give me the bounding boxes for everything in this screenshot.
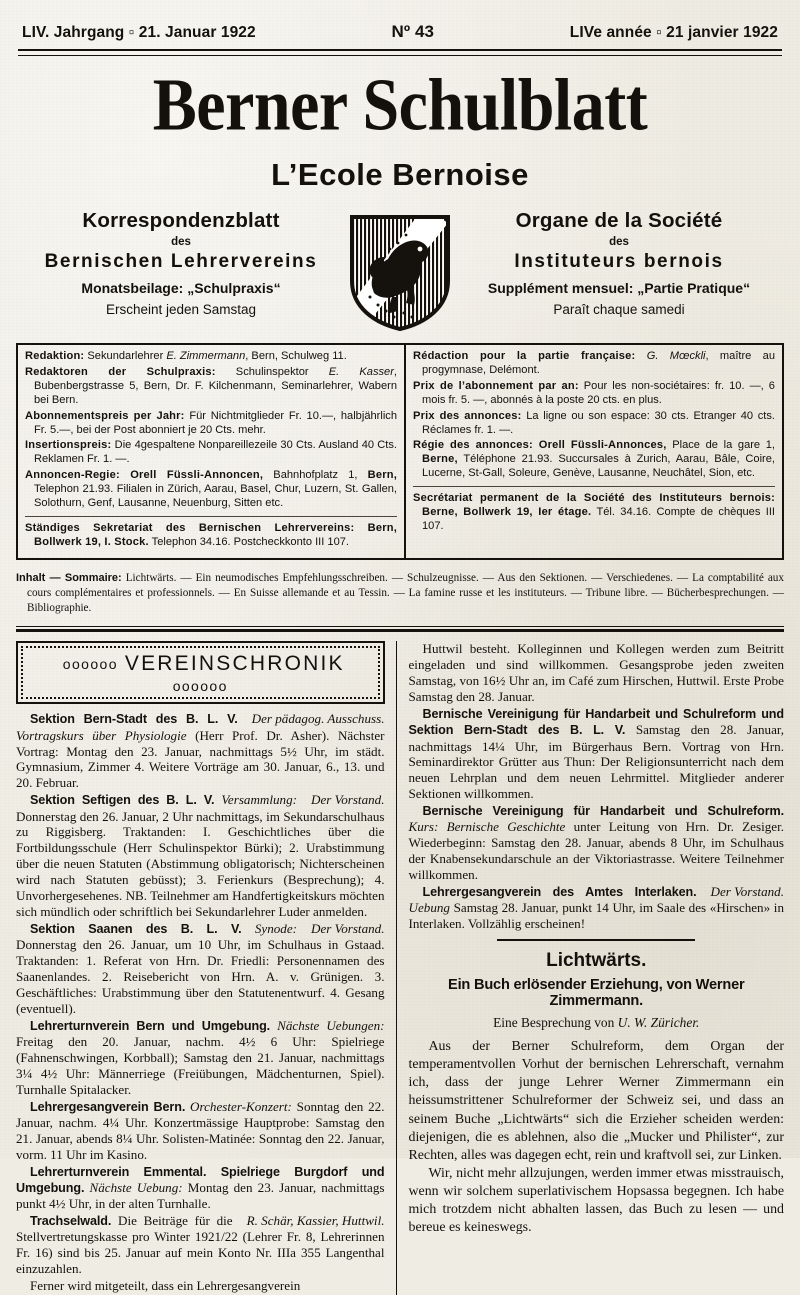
- article-rule: [497, 939, 695, 941]
- imprint-entry-rest: Telephon 21.93. Filialen in Zürich, Aarau, Basel, Chur, Luzern, St. Gallen, Solothurn, Genf, Lausanne, Neuenburg, Sitten etc.: [34, 483, 397, 510]
- chronicle-entry-subject: Uebung: [408, 900, 450, 916]
- imprint-secretariat-german-text: Telephon 34.16. Postcheckkonto III 107.: [148, 536, 350, 549]
- imprint-entry-de-4: [25, 469, 397, 511]
- masthead-french-line1: Organe de la Société: [515, 208, 723, 232]
- masthead-german-line4: Monatsbeilage: „Schulpraxis“: [81, 279, 281, 296]
- chronicle-entry-right-1: [409, 706, 785, 802]
- chronicle-entry-lead: Sektion Saanen des B. L. V.: [30, 921, 242, 936]
- imprint-entry-name: E. Zimmermann: [166, 349, 246, 362]
- chronicle-entry-left-4: [16, 1099, 385, 1163]
- imprint-entry-rest: , maître au progymnase, Delémont.: [422, 349, 776, 376]
- imprint-secretariat-german: [25, 522, 397, 550]
- chronicle-entry-body: Ferner wird mitgeteilt, dass ein Lehrergesangverein: [30, 1278, 301, 1294]
- masthead-columns: [16, 209, 784, 331]
- imprint-divider-german: [25, 516, 397, 517]
- chronicle-entry-signature: Der Vorstand.: [311, 792, 385, 808]
- imprint-entry-label: Prix des annonces:: [413, 409, 522, 422]
- issue-date-french: LIVe année ▫ 21 janvier 1922: [569, 24, 778, 41]
- imprint-entry-label: Régie des annonces: Orell Füssli-Annonces,: [413, 439, 667, 452]
- article-byline-pre: Eine Besprechung von: [493, 1015, 618, 1031]
- imprint-entry-fr-1: [413, 380, 775, 408]
- masthead-divider-rule: [18, 49, 782, 56]
- imprint-entry-text: Place de la gare 1,: [666, 439, 776, 452]
- page-subtitle: L’Ecole Bernoise: [271, 156, 529, 192]
- chronicle-entry-body: Samstag 28. Januar, punkt 14 Uhr, im Saale des «Hirschen» in Interlaken. Vollzählig erscheinen!: [408, 900, 784, 932]
- chronicle-entry-subject: Nächste Uebungen:: [270, 1017, 385, 1033]
- imprint-french: [406, 345, 782, 559]
- chronicle-entry-left-1: [16, 792, 385, 920]
- chronicle-entry-signature: R. Schär, Kassier, Huttwil.: [246, 1213, 385, 1229]
- imprint-entry-de-2: [25, 410, 397, 438]
- masthead-german-line1: Korrespondenzblatt: [82, 208, 280, 232]
- bern-coat-of-arms-icon: [348, 213, 452, 331]
- chronicle-entry-body: Huttwil besteht. Kolleginnen und Kollegen werden zum Beitritt eingeladen und sind willkommen. Gesangsprobe jeden zweiten Samstag, von 16½ Uhr an, im Café zum Hirschen, Huttwil. Erste Probe Samstag den 28. Januar.: [408, 641, 784, 705]
- chronicle-entry-left-3: [16, 1018, 385, 1098]
- chronicle-entry-body: (Herr Prof. Dr. Asher). Nächster Vortrag: Montag den 23. Januar, nachmittags 5½ Uhr, im städt. Gymnasium, Zimmer 4. Weitere Vorträge am 30. Januar, 6., 13. und 20. Februar.: [16, 727, 385, 791]
- issue-number: Nº 43: [391, 22, 435, 41]
- imprint-entry-name: E. Kasser: [328, 365, 394, 378]
- contents-band: [16, 571, 784, 632]
- chronicle-entry-left-0: [16, 711, 385, 791]
- imprint-entry-label: Prix de l’abonnement par an:: [413, 379, 579, 392]
- imprint-entry-text: Pour les non-sociétaires: fr. 10. —, 6 mois fr. 5. —, abonnés à la poste 20 cts. en plus.: [422, 379, 775, 406]
- imprint-entry-de-0: [25, 350, 397, 364]
- vereinschronik-header-inner: [21, 646, 380, 699]
- chronicle-entry-lead: Sektion Bern-Stadt des B. L. V.: [30, 712, 238, 727]
- chronicle-entry-right-0: [409, 641, 785, 705]
- chronicle-entry-left-7: [16, 1278, 385, 1294]
- imprint-entry-text: [635, 350, 646, 362]
- imprint-entry-fr-0: [413, 350, 775, 378]
- chronicle-entry-signature: Der Vorstand.: [311, 920, 385, 936]
- chronicle-entry-lead: Lehrergesangverein des Amtes Interlaken.: [422, 885, 697, 900]
- masthead-french: [454, 209, 784, 317]
- chronicle-entry-subject: Kurs: Bernische Geschichte: [408, 819, 566, 835]
- masthead-french-line4: Supplément mensuel: „Partie Pratique“: [487, 279, 751, 296]
- imprint-entry-de-1: [25, 366, 397, 408]
- chronicle-entry-subject: Nächste Uebung:: [84, 1179, 183, 1195]
- chronicle-entry-signature: Der pädagog. Ausschuss.: [251, 711, 385, 727]
- chronicle-entry-signature: Der Vorstand.: [710, 884, 784, 900]
- imprint-entry-label: Abonnementspreis per Jahr:: [25, 409, 185, 422]
- chronicle-entry-subject: Synode:: [241, 920, 298, 936]
- imprint-secretariat-french-label: Secrétariat permanent de la Société des Instituteurs bernois: Berne, Bollwerk 19, Ier étage.: [413, 492, 775, 519]
- imprint-entry-text: Sekundarlehrer: [84, 349, 167, 362]
- bead-ornament-right: oooooo: [172, 677, 228, 694]
- imprint-entry-text: Für Nichtmitglieder Fr. 10.—, halbjährlich Fr. 5.—, bei der Post abonniert je 20 Cts. mehr.: [34, 409, 398, 436]
- chronicle-entry-body: Sonntag den 22. Januar, nachm. 4¼ Uhr. Konzertmässige Hauptprobe: Samstag den 21. Januar, abends 8¼ Uhr. Solisten-Matinée: Sonntag den 22. Januar, vorm. 11 Uhr im Kasino.: [16, 1098, 385, 1162]
- chronicle-entry-left-5: [16, 1164, 385, 1213]
- chronicle-entry-lead: Trachselwald.: [30, 1214, 112, 1229]
- chronicle-entry-right-3: [409, 884, 785, 932]
- article-header: [409, 939, 785, 1031]
- chronicle-entry-lead: Lehrerturnverein Emmental. Spielriege Burgdorf und Umgebung.: [16, 1164, 385, 1195]
- page-title: Berner Schulblatt: [152, 64, 648, 147]
- imprint-entry-fr-3: [413, 439, 775, 481]
- imprint-entry-rest: , Bern, Schulweg 11.: [245, 349, 347, 362]
- chronicle-entry-right-2: [409, 803, 785, 883]
- article-paragraph-0: Aus der Berner Schulreform, dem Organ der temperamentvollen Vorhut der bernischen Lehrerschaft, vernahm ich, dass der junge Lehrer Werner Zimmermann ein heissumstrittener Schulreformer der Schweiz sei, und dass an seinem Buche „Lichtwärts“ sich die Erzieher scheiden werden: diejenigen, die es ablehnen, also die „Mucker und Philister“, zur Rechten, alles was dagegen echt, rein und kraftvoll sei, zur Linken.: [408, 1039, 784, 1163]
- masthead-french-line2: des: [609, 235, 629, 248]
- chronicle-entry-subject: Versammlung:: [214, 792, 298, 808]
- vereinschronik-title: VEREINSCHRONIK: [124, 652, 345, 676]
- chronicle-entry-body: Freitag den 20. Januar, nachm. 4½ 6 Uhr: Spielriege (Fahnenschwingen, Korbball); Samstag den 21. Januar, nachmittags 3¼ 4½ Uhr: Männerriege (Freiübungen, Mädchenturnen, Spiel). Turnhalle Spitalacker.: [16, 1034, 385, 1097]
- imprint-entry-label: Redaktoren der Schulpraxis:: [25, 365, 216, 378]
- imprint-entry-rest: Téléphone 21.93. Succursales à Zurich, Aarau, Bâle, Coire, Lucerne, St-Gall, Soleure, Genève, Lausanne, Neuchâtel, Sion, etc.: [422, 453, 775, 480]
- imprint-entry-city: Berne,: [422, 453, 458, 466]
- column-left: [16, 641, 397, 1295]
- masthead-german-line2: des: [171, 235, 191, 248]
- imprint-entry-label: Annoncen-Regie: Orell Füssli-Annoncen,: [25, 469, 264, 482]
- imprint-entry-name: G. Mœckli: [646, 349, 706, 362]
- article-subtitle: Ein Buch erlösender Erziehung, von Werner Zimmermann.: [448, 977, 745, 1010]
- chronicle-entry-lead: Lehrergesangverein Bern.: [30, 1099, 186, 1114]
- imprint-entry-fr-2: [413, 410, 775, 438]
- vereinschronik-header: [16, 641, 385, 704]
- imprint-entry-label: Redaktion:: [25, 349, 85, 362]
- issue-line: [16, 0, 784, 46]
- contents-line: [16, 571, 784, 615]
- column-right: [397, 641, 785, 1295]
- imprint-entry-text: Bahnhofplatz 1,: [263, 469, 368, 482]
- contents-label: Inhalt — Sommaire:: [16, 572, 122, 585]
- article-byline: [409, 1015, 785, 1031]
- chronicle-entry-body: Samstag den 28. Januar, nachmittags 14¼ Uhr, im Bürgerhaus Bern. Vortrag von Hrn. Seminardirektor Grütter aus Thun: Der Religionsunterricht nach dem neuen Lehrplan und dem neuen Lehrmittel. Mitglieder anderer Sektionen willkommen.: [408, 722, 784, 802]
- chronicle-entry-lead: Sektion Seftigen des B. L. V.: [30, 793, 215, 808]
- masthead-german: [16, 209, 346, 317]
- imprint-german: [18, 345, 406, 559]
- chronicle-entry-body: Die Beiträge für die Stellvertretungskasse pro Winter 1921/22 (Lehrer Fr. 8, Lehrerinnen Fr. 16) sind bis 25. Januar auf mein Konto Nr. IIIa 355 Langenthal einzuzahlen.: [16, 1213, 385, 1277]
- article-byline-name: U. W. Züricher.: [617, 1015, 700, 1031]
- chronicle-entry-lead: Bernische Vereinigung für Handarbeit und Schulreform.: [422, 804, 784, 819]
- imprint-entry-text: La ligne ou son espace: 30 cts. Etranger 40 cts. Réclames fr. 1. —.: [422, 409, 775, 436]
- article-paragraph-1: Wir, nicht mehr allzujungen, werden immer etwas misstrauisch, wenn wir solchem superlativischem Hopsassa begegnen. Ich habe mich trotzdem nicht abhalten lassen, das Buch zu lesen — und bereue es keineswegs.: [408, 1165, 784, 1235]
- imprint-entry-rest: , Bubenbergstrasse 5, Bern, Dr. F. Kilchenmann, Seminarlehrer, Wabern bei Bern.: [34, 365, 398, 406]
- imprint-entry-text: Die 4gespaltene Nonpareillezeile 30 Cts. Ausland 40 Cts. Reklamen Fr. 1. —.: [34, 439, 397, 466]
- masthead-german-line5: Erscheint jeden Samstag: [105, 301, 257, 317]
- chronicle-entry-lead: Lehrerturnverein Bern und Umgebung.: [30, 1018, 271, 1033]
- chronicle-entry-body: Montag den 23. Januar, nachmittags punkt 4½ Uhr, in der alten Turnhalle.: [16, 1179, 385, 1212]
- imprint-entry-label: Insertionspreis:: [25, 439, 112, 452]
- imprint-entry-text: Schulinspektor: [215, 365, 329, 378]
- contents-text: Lichtwärts. — Ein neumodisches Empfehlungsschreiben. — Schulzeugnisse. — Aus den Sektionen. — Verschiedenes. — La comptabilité aux cours complémentaires et professionnels. — En Suisse allemande et au Tessin. — La famine russe et les instituteurs. — Tribune libre. — Bücherbesprechungen. — Bibliographie.: [27, 572, 784, 614]
- chronicle-entry-body: Donnerstag den 26. Januar, um 10 Uhr, im Schulhaus in Gstaad. Traktanden: 1. Referat von Hrn. Dr. Friedli: Personennamen des Saanenlandes. 2. Reisebericht von Hrn. A. v. Grünigen. 3. Geschäftliches: Urabstimmung über den Statutenentwurf. 4. Gesang (eventuell).: [16, 937, 385, 1016]
- chronicle-entry-left-6: [16, 1213, 385, 1277]
- body-columns: [16, 641, 784, 1295]
- bead-ornament-left: oooooo: [62, 656, 118, 673]
- imprint-box: [16, 343, 784, 561]
- chronicle-entry-lead: Bernische Vereinigung für Handarbeit und Schulreform und Sektion Bern-Stadt des B. L. V.: [408, 706, 784, 738]
- article-title: Lichtwärts.: [546, 950, 647, 972]
- imprint-secretariat-french: [413, 492, 775, 534]
- imprint-secretariat-french-text: Tél. 34.16. Compte de chèques III 107.: [422, 506, 775, 533]
- chronicle-entry-body: Donnerstag den 26. Januar, 2 Uhr nachmittags, im Sekundarschulhaus zu Riggisberg. Traktanden: I. Geschichtliches über die Fortbildungsschule (Herr Schulinspektor Bürki); 2. Urabstimmung über die neuen Statuten (Abstimmung obligatorisch; Nichterscheinen wird nach Statuten gebüsst); 3. Ferienkurs (Besprechung); 4. Unvorhergesehenes. NB. Teilnehmer am Handfertigkeitskurs möchten sich mündlich oder schriftlich bei Sekundarlehrer Luder anmelden.: [16, 808, 385, 919]
- imprint-entry-de-3: [25, 439, 397, 467]
- chronicle-entry-body: unter Leitung von Hrn. Dr. Zesiger. Wiederbeginn: Samstag den 28. Januar, abends 8 Uhr, im Schulhaus der Knabensekundarschule an der Viktoriastrasse. Weitere Teilnehmer willkommen.: [408, 819, 784, 883]
- imprint-entry-label: Rédaction pour la partie française:: [413, 349, 636, 362]
- issue-date-german: LIV. Jahrgang ▫ 21. Januar 1922: [22, 24, 256, 41]
- imprint-entry-city: Bern,: [367, 469, 398, 482]
- imprint-secretariat-german-label: Ständiges Sekretariat des Bernischen Lehrervereins: Bern, Bollwerk 19, I. Stock.: [25, 522, 397, 549]
- imprint-divider-french: [413, 486, 775, 487]
- masthead-german-line3: Bernischen Lehrervereins: [44, 250, 318, 272]
- chronicle-entry-left-2: [16, 921, 385, 1017]
- chronicle-entry-subject: Orchester-Konzert:: [185, 1098, 292, 1114]
- contents-rule-thick: [16, 629, 784, 632]
- masthead-french-line3: Instituteurs bernois: [514, 250, 724, 272]
- masthead-french-line5: Paraît chaque samedi: [553, 301, 685, 317]
- contents-rule-thin: [16, 626, 784, 627]
- chronicle-entry-subject: Vortragskurs über Physiologie: [16, 727, 187, 743]
